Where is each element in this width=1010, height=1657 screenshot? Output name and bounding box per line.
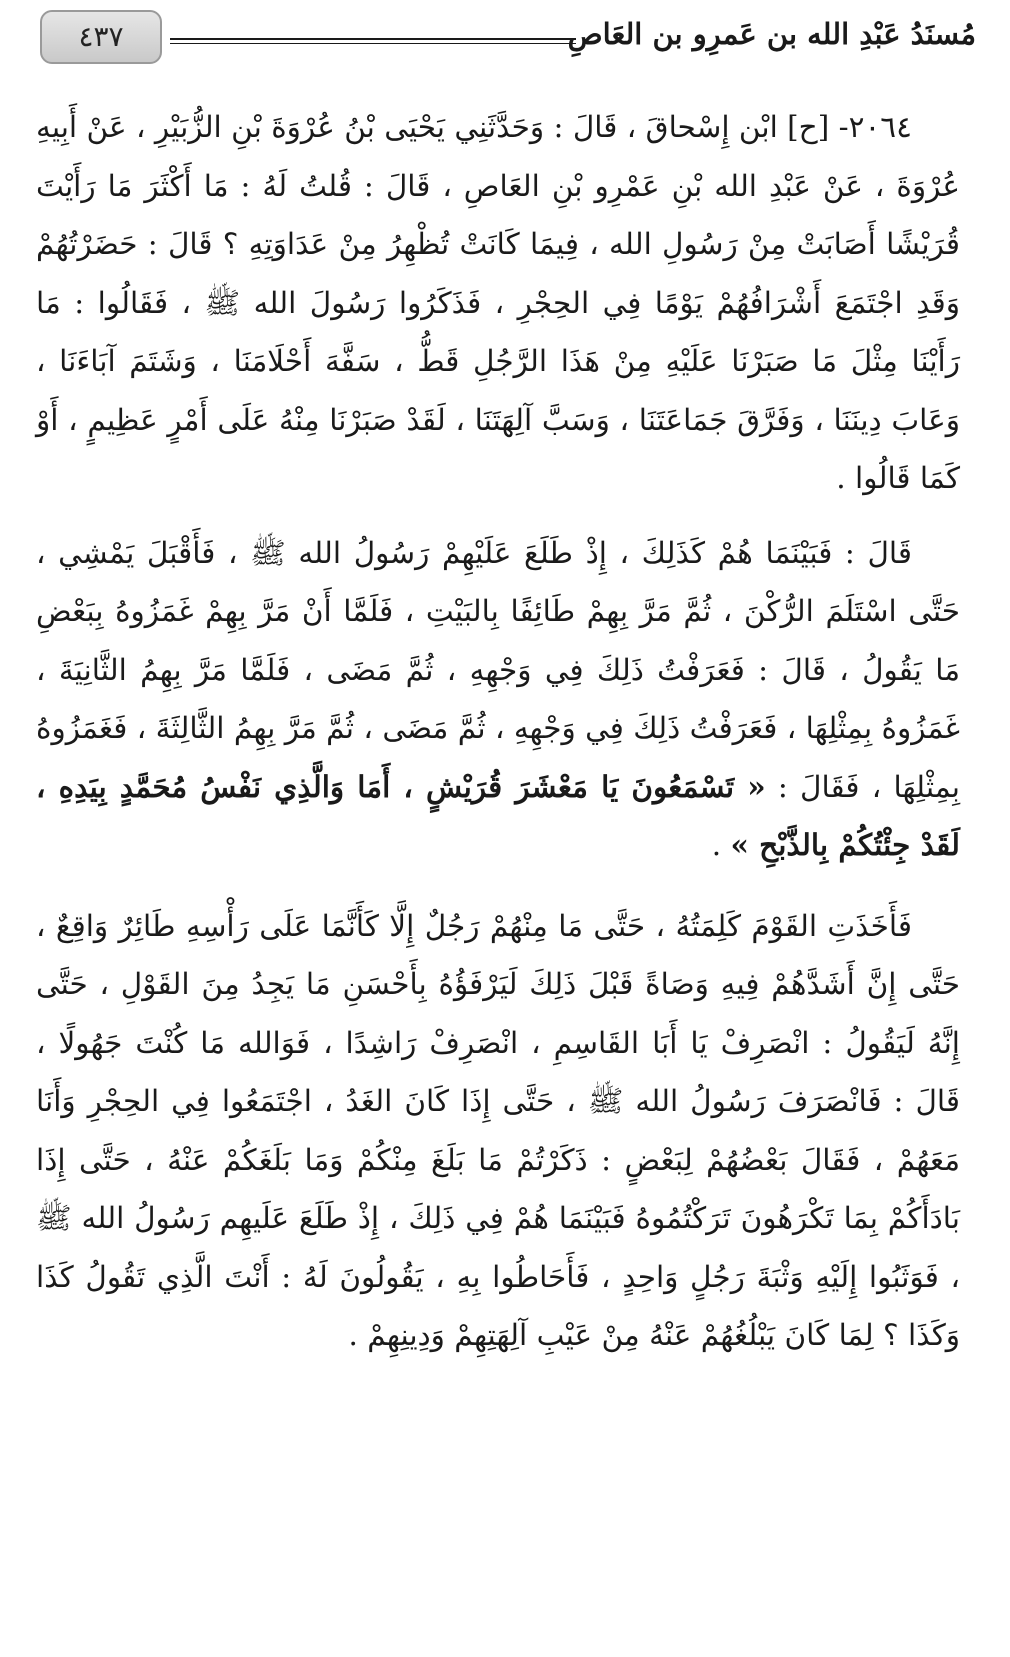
running-title: مُسنَدُ عَبْدِ الله بن عَمرِو بن العَاصِ — [567, 17, 976, 51]
paragraph-3: فَأَخَذَتِ القَوْمَ كَلِمَتُهُ ، حَتَّى مَا مِنْهُمْ رَجُلٌ إِلَّا كَأَنَّمَا عَلَى رَأْسِهِ طَائِرٌ وَاقِعٌ ، حَتَّى إِنَّ أَشَدَّهُمْ فِيهِ وَصَاةً قَبْلَ ذَلِكَ لَيَرْفَؤُهُ بِأَحْسَنِ مَا يَجِدُ مِنَ القَوْلِ ، حَتَّى إِنَّهُ لَيَقُولُ : انْصَرِفْ يَا أَبَا القَاسِمِ ، انْصَرِفْ رَاشِدًا ، فَوَالله مَا كُنْتَ جَهُولًا ، قَالَ : فَانْصَرَفَ رَسُولُ الله ﷺ ، حَتَّى إِذَا كَانَ الغَدُ ، اجْتَمَعُوا فِي الحِجْرِ وَأَنَا مَعَهُمْ ، فَقَالَ بَعْضُهُمْ لِبَعْضٍ : ذَكَرْتُمْ مَا بَلَغَ مِنْكُمْ وَمَا بَلَغَكُمْ عَنْهُ ، حَتَّى إِذَا بَادَأَكُمْ بِمَا تَكْرَهُونَ تَرَكْتُمُوهُ فَبَيْنَمَا هُمْ فِي ذَلِكَ ، إِذْ طَلَعَ عَلَيهِم رَسُولُ الله ﷺ ، فَوَثَبُوا إِلَيْهِ وَثْبَةَ رَجُلٍ وَاحِدٍ ، فَأَحَاطُوا بِهِ ، يَقُولُونَ لَهُ : أَنْتَ الَّذِي تَقُولُ كَذَا وَكَذَا ؟ لِمَا كَانَ يَبْلُغُهُمْ عَنْهُ مِنْ عَيْبِ آلِهَتِهِمْ وَدِينِهِمْ . — [36, 908, 960, 1352]
page-body — [36, 98, 960, 1365]
page-header — [30, 8, 976, 66]
paragraph-2-text: قَالَ : فَبَيْنَمَا هُمْ كَذَلِكَ ، إِذْ طَلَعَ عَلَيْهِمْ رَسُولُ الله ﷺ ، فَأَقْبَلَ يَمْشِي ، حَتَّى اسْتَلَمَ الرُّكْنَ ، ثُمَّ مَرَّ بِهِمْ طَائِفًا بِالبَيْتِ ، فَلَمَّا أَنْ مَرَّ بِهِمْ غَمَزُوهُ بِبَعْضِ مَا يَقُولُ ، قَالَ : فَعَرَفْتُ ذَلِكَ فِي وَجْهِهِ ، ثُمَّ مَضَى ، فَلَمَّا مَرَّ بِهِمُ الثَّانِيَةَ ، غَمَزُوهُ بِمِثْلِهَا ، فَعَرَفْتُ ذَلِكَ فِي وَجْهِهِ ، ثُمَّ مَضَى ، ثُمَّ مَرَّ بِهِمُ الثَّالِثَةَ ، فَغَمَزُوهُ بِمِثْلِهَا ، فَقَالَ : — [36, 535, 960, 804]
page-number: ٤٣٧ — [40, 10, 162, 64]
prophet-quote: « تَسْمَعُونَ يَا مَعْشَرَ قُرَيْشٍ ، أَمَا وَالَّذِي نَفْسُ مُحَمَّدٍ بِيَدِهِ ، لَقَدْ جِئْتُكُمْ بِالذَّبْحِ » — [36, 768, 960, 862]
paragraph-hadith-2064: ٢٠٦٤- [ح] ابْن إِسْحاقَ ، قَالَ : وَحَدَّثَنِي يَحْيَى بْنُ عُرْوَةَ بْنِ الزُّبَيْرِ ، عَنْ أَبِيهِ عُرْوَةَ ، عَنْ عَبْدِ الله بْنِ عَمْرِو بْنِ العَاصِ ، قَالَ : قُلتُ لَهُ : مَا أَكْثَرَ مَا رَأَيْتَ قُرَيْشًا أَصَابَتْ مِنْ رَسُولِ الله ، فِيمَا كَانَتْ تُظْهِرُ مِنْ عَدَاوَتِهِ ؟ قَالَ : حَضَرْتُهُمْ وَقَدِ اجْتَمَعَ أَشْرَافُهُمْ يَوْمًا فِي الحِجْرِ ، فَذَكَرُوا رَسُولَ الله ﷺ ، فَقَالُوا : مَا رَأَيْنَا مِثْلَ مَا صَبَرْنَا عَلَيْهِ مِنْ هَذَا الرَّجُلِ قَطُّ ، سَفَّهَ أَحْلَامَنَا ، وَشَتَمَ آبَاءَنَا ، وَعَابَ دِينَنَا ، وَفَرَّقَ جَمَاعَتَنَا ، وَسَبَّ آلِهَتَنَا ، لَقَدْ صَبَرْنَا مِنْهُ عَلَى أَمْرٍ عَظِيمٍ ، أَوْ كَمَا قَالُوا . — [36, 110, 960, 495]
paragraph-2-end: . — [711, 828, 731, 862]
paragraph-2 — [36, 524, 960, 875]
header-rule — [170, 38, 576, 44]
